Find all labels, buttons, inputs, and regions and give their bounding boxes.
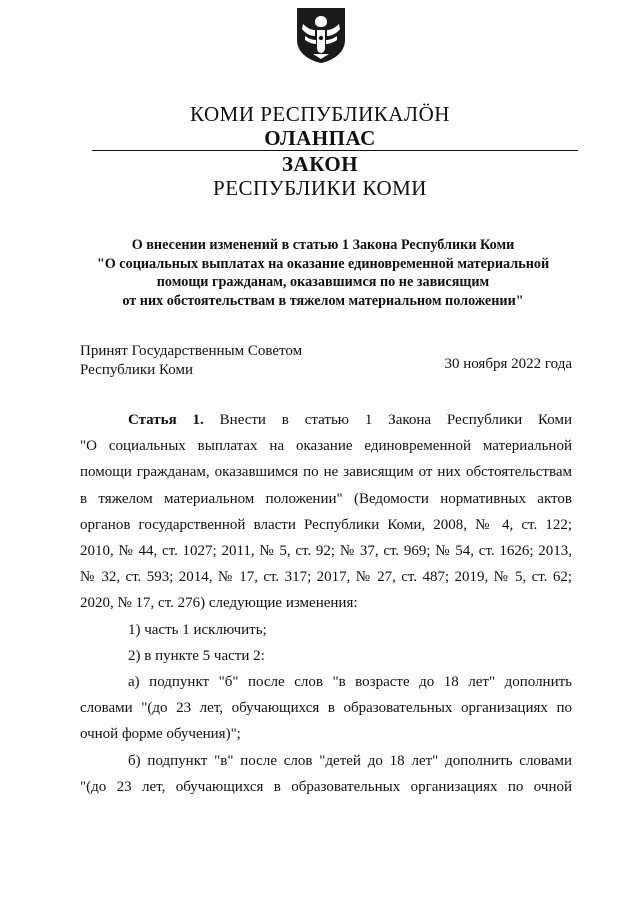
body-line: помощи гражданам, оказавшимся по не зависящим от них обстоятельствам — [80, 464, 572, 481]
subitem-b-line: "(до 23 лет, обучающихся в образовательных организациях по очной — [80, 778, 572, 795]
adoption-date: 30 ноября 2022 года — [444, 356, 572, 372]
adopted-by-line: Принят Государственным Советом — [80, 343, 303, 359]
header-komi-language-title: КОМИ РЕСПУБЛИКАЛӦН — [190, 102, 450, 126]
header-olanpas: ОЛАНПАС — [264, 126, 376, 150]
subitem-b-line: б) подпункт "в" после слов "детей до 18 лет" дополнить словами — [128, 752, 572, 769]
subitem-a-line: словами "(до 23 лет, обучающихся в образовательных организациях по — [80, 700, 572, 717]
article-label: Статья 1. — [128, 412, 204, 428]
coat-of-arms-komi-icon — [293, 6, 349, 64]
subitem-a-line: очной форме обучения)"; — [80, 726, 241, 743]
law-body — [80, 407, 572, 800]
item-1: 1) часть 1 исключить; — [128, 621, 267, 638]
law-heading-line: от них обстоятельствам в тяжелом материальном положении" — [122, 292, 524, 309]
body-line: в тяжелом материальном положении" (Ведомости нормативных актов — [80, 490, 572, 507]
adopted-by-line: Республики Коми — [80, 361, 193, 378]
article-1-first-line — [80, 407, 572, 433]
body-line: 2020, № 17, ст. 276) следующие изменения: — [80, 595, 358, 612]
header-republic-komi: РЕСПУБЛИКИ КОМИ — [213, 176, 427, 200]
article-text: Внести в статью 1 Закона Республики Коми — [219, 412, 572, 428]
header-zakon: ЗАКОН — [281, 152, 359, 176]
law-heading-line: "О социальных выплатах на оказание единовременной материальной — [96, 255, 550, 272]
law-heading-line: О внесении изменений в статью 1 Закона Республики Коми — [131, 237, 515, 253]
subitem-a-line: а) подпункт "б" после слов "в возрасте до 18 лет" дополнить — [128, 674, 572, 691]
adoption-info — [80, 342, 302, 379]
body-line: органов государственной власти Республики Коми, 2008, № 4, ст. 122; — [80, 516, 572, 533]
header-divider — [92, 150, 578, 151]
body-line: 2010, № 44, ст. 1027; 2011, № 5, ст. 92; № 37, ст. 969; № 54, ст. 1626; 2013, — [80, 543, 572, 560]
body-line: "О социальных выплатах на оказание единовременной материальной — [80, 438, 572, 455]
law-heading — [60, 236, 586, 310]
body-line: № 32, ст. 593; 2014, № 17, ст. 317; 2017, № 27, ст. 487; 2019, № 5, ст. 62; — [80, 569, 572, 586]
law-heading-line: помощи гражданам, оказавшимся по не зависящим — [156, 274, 490, 290]
item-2: 2) в пункте 5 части 2: — [128, 647, 265, 664]
